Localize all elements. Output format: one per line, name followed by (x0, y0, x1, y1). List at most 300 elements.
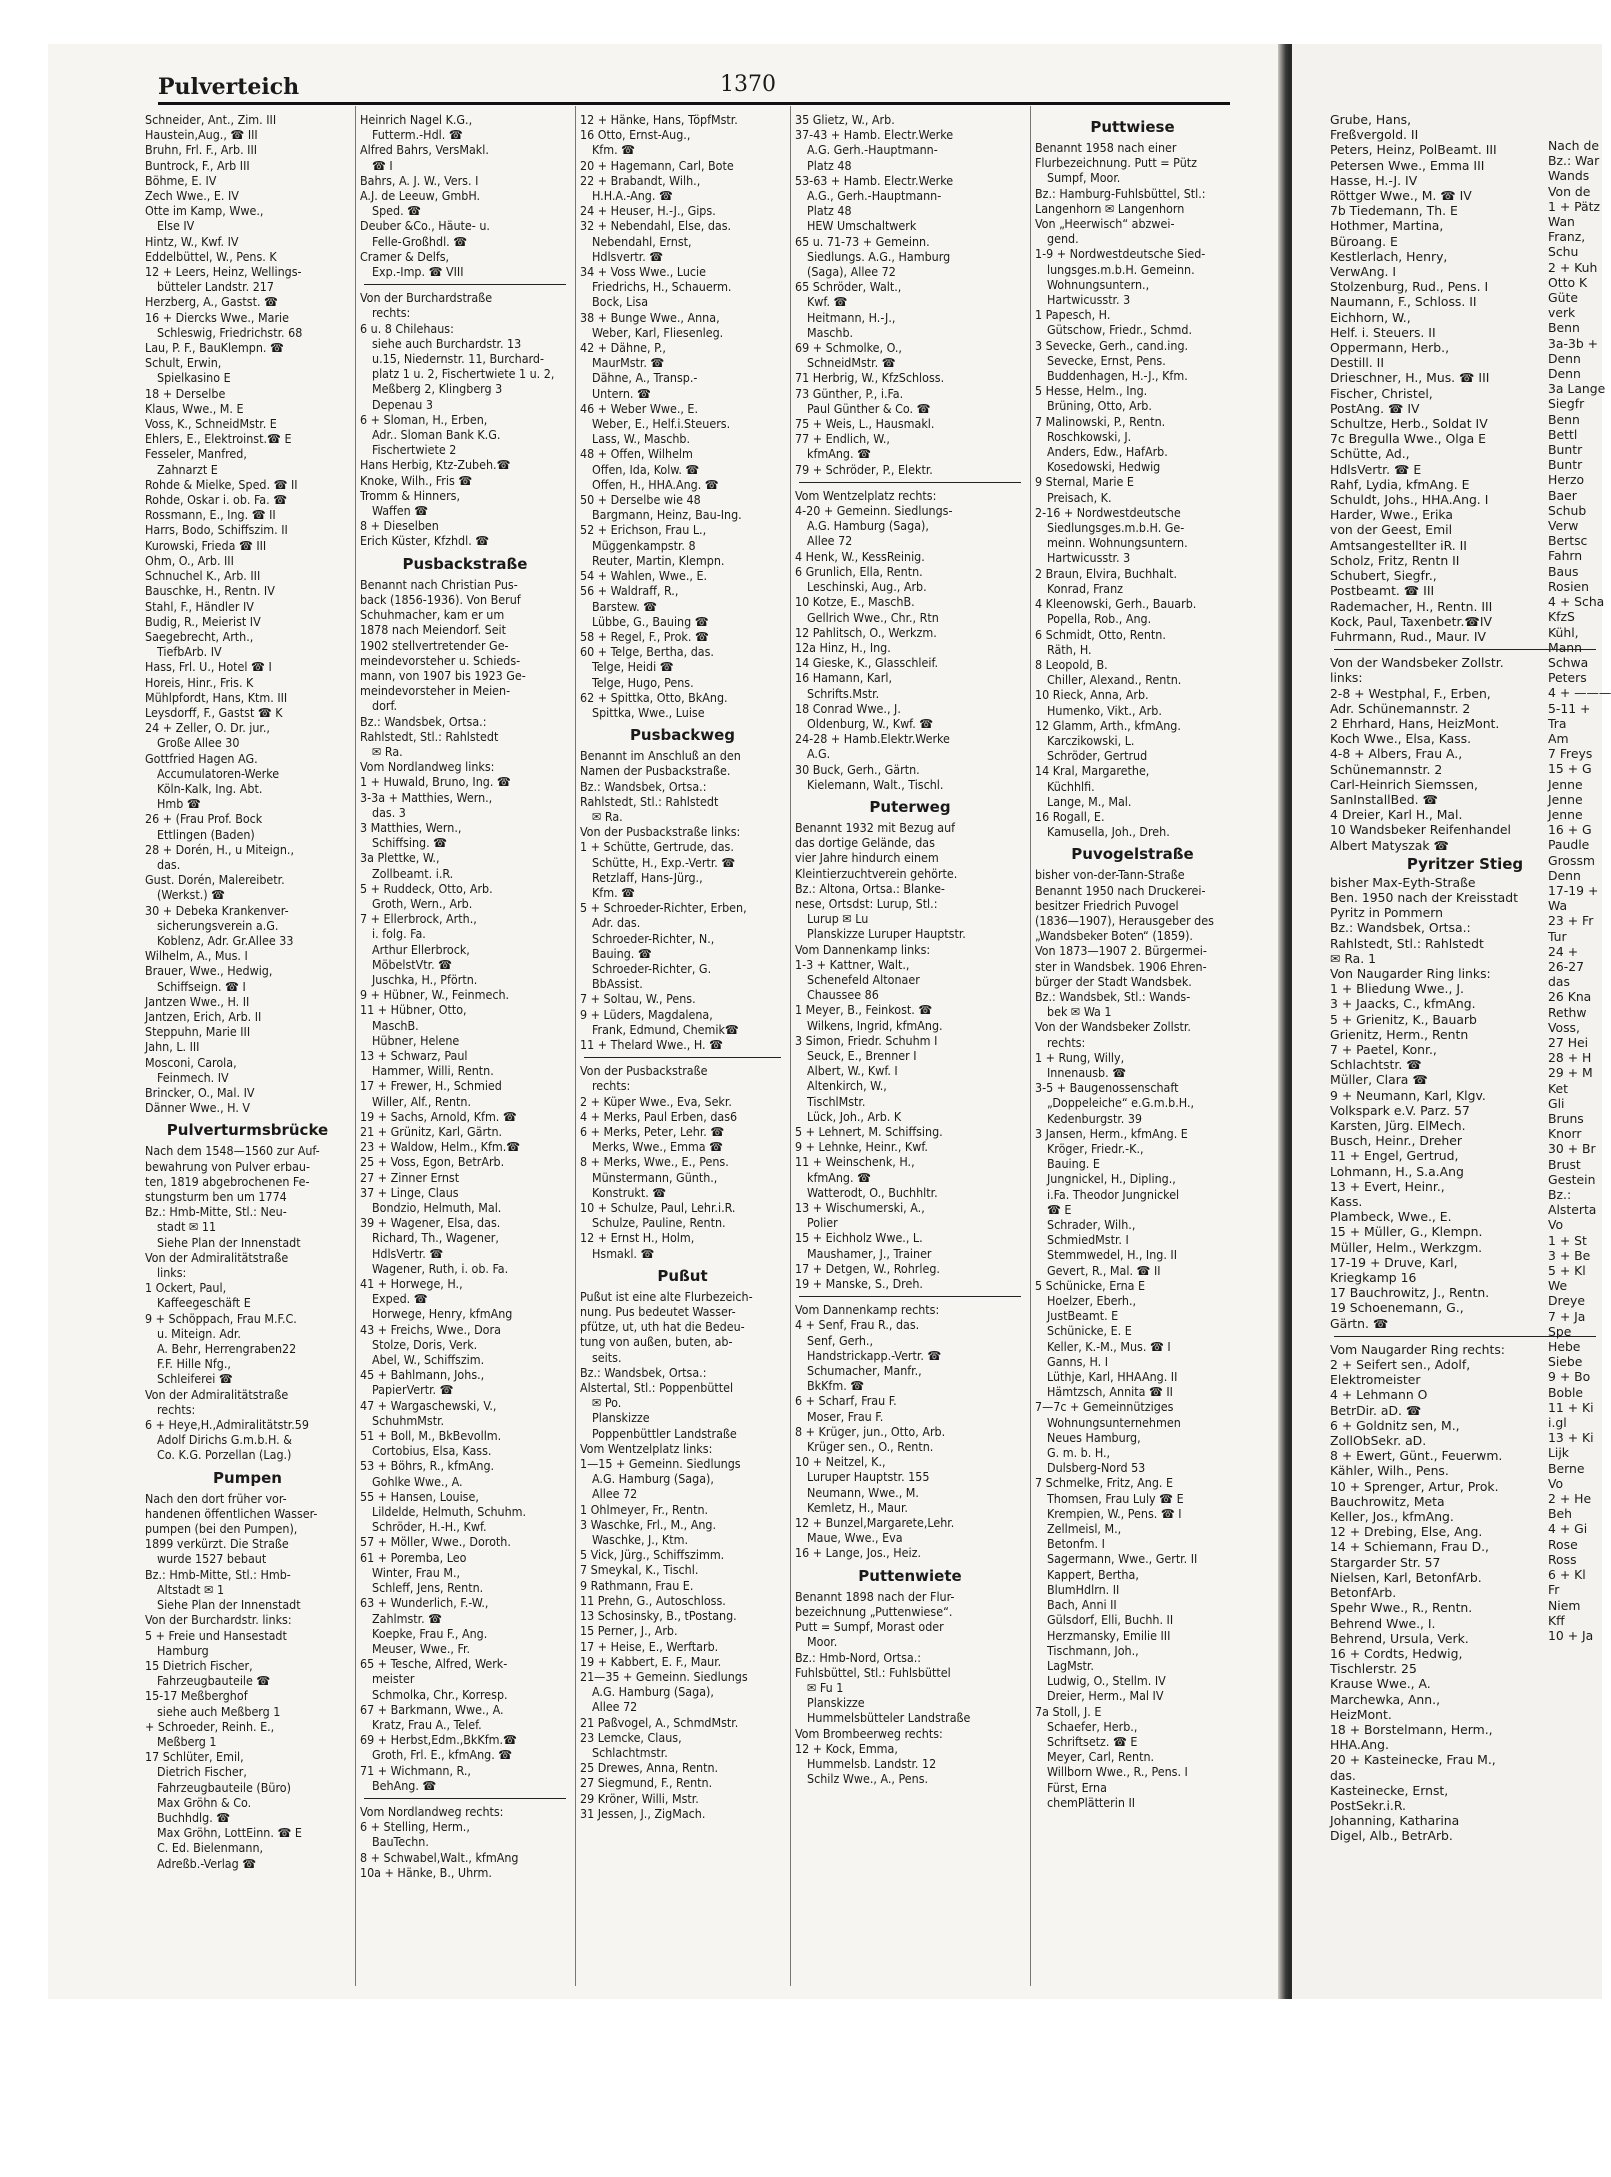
directory-entry: 1 + Bliedung Wwe., J. (1330, 981, 1464, 997)
directory-entry: Vo (1548, 1475, 1564, 1491)
directory-entry: 7 + Ellerbrock, Arth., (360, 911, 477, 927)
directory-entry: rechts: (157, 1401, 196, 1417)
directory-entry: Preisach, K. (1047, 489, 1112, 505)
directory-entry: Brüning, Otto, Arb. (1047, 398, 1152, 414)
directory-entry: Böhme, E. IV (145, 172, 217, 188)
section-rule (799, 482, 1021, 483)
directory-entry: bewahrung von Pulver erbau- (145, 1158, 310, 1174)
directory-entry: Keller, Jos., kfmAng. (1330, 1509, 1454, 1525)
directory-entry: 6 + Scharf, Frau F. (795, 1393, 897, 1409)
street-heading: Puvogelstraße (1071, 845, 1194, 864)
directory-entry: Johanning, Katharina (1330, 1813, 1460, 1829)
directory-entry: das dortige Gelände, das (795, 835, 935, 851)
directory-entry: bek ✉ Wa 1 (1047, 1004, 1112, 1020)
directory-entry: Putt = Sumpf, Morast oder (795, 1619, 944, 1635)
directory-entry: Planskizze Luruper Hauptstr. (807, 926, 966, 942)
directory-entry: Ket (1548, 1080, 1568, 1096)
directory-entry: Grube, Hans, (1330, 112, 1412, 127)
directory-entry: Vom Nordlandweg rechts: (360, 1803, 504, 1819)
directory-entry: Carl-Heinrich Siemssen, (1330, 776, 1478, 792)
directory-entry: Klaus, Wwe., M. E (145, 400, 244, 416)
directory-entry: lungsges.m.b.H. Gemeinn. (1047, 261, 1195, 277)
directory-entry: 2 + He (1548, 1491, 1592, 1507)
directory-entry: G. m. b. H., (1047, 1445, 1111, 1461)
directory-entry: Koepke, Frau F., Ang. (372, 1625, 488, 1641)
directory-entry: i.gl (1548, 1415, 1567, 1431)
directory-entry: Buntr (1548, 457, 1583, 473)
directory-entry: Untern. ☎ (592, 385, 651, 401)
directory-entry: Adr. das. (592, 915, 641, 931)
directory-entry: 4-8 + Albers, Frau A., (1330, 746, 1463, 762)
directory-entry: Wan (1548, 214, 1575, 230)
directory-entry: Bauing. ☎ (592, 945, 652, 961)
directory-entry: 48 + Offen, Wilhelm (580, 446, 693, 462)
directory-entry: Köln-Kalk, Ing. Abt. (157, 780, 263, 796)
directory-entry: Lildelde, Helmuth, Schuhm. (372, 1504, 527, 1520)
directory-entry: Kff (1548, 1612, 1565, 1628)
directory-entry: 8 + Ewert, Günt., Feuerwm. (1330, 1448, 1503, 1464)
directory-entry: 9 + Lehnke, Heinr., Kwf. (795, 1139, 928, 1155)
directory-entry: Siebe (1548, 1354, 1583, 1370)
directory-entry: 12 Pahlitsch, O., Werkzm. (795, 624, 937, 640)
directory-entry: Vom Wentzelplatz rechts: (795, 487, 937, 503)
directory-entry: Allee 72 (592, 1486, 638, 1502)
directory-entry: Voss, K., SchneidMstr. E (145, 416, 277, 432)
directory-entry: Steppuhn, Marie III (145, 1024, 251, 1040)
directory-entry: 11 + Weinschenk, H., (795, 1154, 915, 1170)
directory-entry: 6 + Kl (1548, 1567, 1586, 1583)
directory-entry: 27 + Zinner Ernst (360, 1169, 460, 1185)
directory-entry: Schlachtstr. ☎ (1330, 1057, 1422, 1073)
directory-entry: 1-9 + Nordwestdeutsche Sied- (1035, 246, 1206, 262)
directory-entry: 27 Hei (1548, 1034, 1589, 1050)
directory-entry: 6 Grunlich, Ella, Rentn. (795, 563, 923, 579)
directory-entry: Müller, Clara ☎ (1330, 1072, 1428, 1088)
directory-entry: HeizMont. (1330, 1706, 1392, 1722)
directory-entry: Dreye (1548, 1293, 1585, 1309)
directory-entry: 1 Meyer, B., Feinkost. ☎ (795, 1002, 933, 1018)
directory-entry: Röttger Wwe., M. ☎ IV (1330, 188, 1472, 204)
directory-entry: Bock, Lisa (592, 294, 649, 310)
directory-entry: Bz.: (1548, 1187, 1572, 1203)
directory-entry: 2 + Kuh (1548, 259, 1598, 275)
directory-entry: BetonfArb. (1330, 1585, 1397, 1601)
directory-entry: Exped. ☎ (372, 1291, 428, 1307)
directory-entry: Haustein,Aug., ☎ III (145, 127, 258, 143)
directory-entry: Adreßb.-Verlag ☎ (157, 1855, 257, 1871)
directory-entry: Willborn Wwe., R., Pens. I (1047, 1764, 1188, 1780)
directory-entry: 65 u. 71-73 + Gemeinn. (795, 233, 930, 249)
directory-entry: Adr.. Sloman Bank K.G. (372, 427, 501, 443)
directory-entry: 4 Kleenowski, Gerh., Bauarb. (1035, 596, 1197, 612)
directory-entry: 65 + Tesche, Alfred, Werk- (360, 1656, 508, 1672)
directory-entry: 11 + Thelard Wwe., H. ☎ (580, 1036, 723, 1052)
directory-entry: PostSekr.i.R. (1330, 1797, 1406, 1813)
directory-entry: Gärtn. ☎ (1330, 1315, 1389, 1331)
directory-entry: 7 Malinowski, P., Rentn. (1035, 413, 1166, 429)
directory-entry: 10a + Hänke, B., Uhrm. (360, 1864, 492, 1880)
directory-entry: Lurup ✉ Lu (807, 911, 869, 927)
directory-entry: 6 + Merks, Peter, Lehr. ☎ (580, 1124, 725, 1139)
directory-entry: 2 + Küper Wwe., Eva, Sekr. (580, 1093, 732, 1109)
directory-entry: Seuck, E., Brenner I (807, 1047, 917, 1063)
directory-entry: Wagener, Ruth, i. ob. Fa. (372, 1260, 509, 1276)
directory-entry: Senf, Gerh., (807, 1332, 874, 1348)
directory-entry: Gellrich Wwe., Chr., Rtn (807, 609, 939, 625)
directory-entry: Dietrich Fischer, (157, 1764, 247, 1780)
directory-entry: Kwf. ☎ (807, 294, 848, 310)
directory-entry: 65 Schröder, Walt., (795, 279, 902, 295)
directory-entry: Kleintierzuchtverein gehörte. (795, 865, 958, 881)
directory-entry: Vom Dannenkamp links: (795, 941, 931, 957)
directory-entry: rechts: (1047, 1034, 1086, 1050)
directory-entry: von der Geest, Emil (1330, 522, 1453, 538)
directory-entry: Zellmeisl, M., (1047, 1521, 1122, 1537)
directory-entry: Münstermann, Günth., (592, 1169, 718, 1185)
directory-entry: Meuser, Wwe., Fr. (372, 1640, 470, 1656)
directory-entry: platz 1 u. 2, Fischertwiete 1 u. 2, (372, 366, 555, 382)
directory-entry: Sagermann, Wwe., Gertr. II (1047, 1551, 1198, 1567)
directory-entry: 2-8 + Westphal, F., Erben, (1330, 685, 1491, 701)
directory-entry: 37 + Linge, Claus (360, 1184, 459, 1200)
directory-entry: 18 + Derselbe (145, 385, 226, 401)
directory-entry: Schütte, H., Exp.-Vertr. ☎ (592, 854, 736, 870)
directory-entry: Scholz, Fritz, Rentn II (1330, 552, 1460, 568)
directory-entry: vier Jahre hindurch einem (795, 850, 939, 866)
directory-entry: Schünemannstr. 2 (1330, 761, 1443, 777)
directory-entry: Meßberg 2, Klingberg 3 (372, 381, 503, 397)
directory-entry: Rohde, Oskar i. ob. Fa. ☎ (145, 492, 288, 508)
directory-entry: 62 + Spittka, Otto, BkAng. (580, 689, 728, 705)
directory-entry: bisher von-der-Tann-Straße (1035, 867, 1185, 883)
directory-entry: Schünicke, E. E (1047, 1323, 1132, 1339)
directory-entry: Berne (1548, 1460, 1585, 1476)
directory-entry: Siehe Plan der Innenstadt (157, 1597, 301, 1613)
directory-entry: Buddenhagen, H.-J., Kfm. (1047, 368, 1188, 384)
directory-entry: 56 + Waldraff, R., (580, 583, 679, 599)
directory-entry: 12 + Ernst H., Holm, (580, 1230, 695, 1246)
directory-entry: Bz.: Altona, Ortsa.: Blanke- (795, 880, 945, 896)
directory-entry: Nach den dort früher vor- (145, 1490, 287, 1506)
directory-entry: Eichhorn, W., (1330, 309, 1411, 325)
directory-entry: mann, von 1907 bis 1923 Ge- (360, 667, 526, 683)
directory-entry: 21—35 + Gemeinn. Siedlungs (580, 1668, 748, 1684)
directory-entry: „Wandsbeker Boten“ (1859). (1035, 928, 1193, 944)
directory-entry: 7b Tiedemann, Th. E (1330, 203, 1458, 219)
directory-entry: siehe auch Meßberg 1 (157, 1703, 281, 1719)
directory-entry: Verw (1548, 518, 1579, 534)
directory-entry: Von de (1548, 183, 1591, 199)
section-rule (364, 284, 566, 285)
directory-entry: Harrs, Bodo, Schiffszim. II (145, 522, 288, 538)
directory-entry: Moser, Frau F. (807, 1408, 884, 1424)
directory-entry: Herzmansky, Emilie III (1047, 1627, 1171, 1643)
directory-entry: Betonfm. I (1047, 1536, 1105, 1552)
section-rule (364, 1798, 566, 1799)
directory-entry: das. 3 (372, 804, 406, 820)
directory-entry: 20 + Kasteinecke, Frau M., (1330, 1752, 1496, 1768)
directory-entry: 69 + Schmolke, O., (795, 340, 902, 356)
directory-entry: u.15, Niedernstr. 11, Burchard- (372, 351, 544, 367)
directory-entry: ZollObSekr. aD. (1330, 1433, 1427, 1449)
directory-entry: stadt ✉ 11 (157, 1219, 217, 1235)
directory-entry: 9 + Hübner, W., Feinmech. (360, 987, 510, 1003)
directory-entry: Weber, E., Helf.i.Steuers. (592, 416, 731, 432)
directory-entry: Else IV (157, 218, 195, 234)
directory-entry: Wilkens, Ingrid, kfmAng. (807, 1017, 943, 1033)
directory-entry: Paudle (1548, 837, 1590, 853)
directory-entry: 1 Papesch, H. (1035, 307, 1111, 323)
directory-entry: Küchhlfi. (1047, 778, 1095, 794)
directory-entry: Lübbe, G., Bauing ☎ (592, 613, 709, 629)
directory-entry: Hasse, H.-J. IV (1330, 172, 1418, 188)
section-rule (799, 1296, 1021, 1297)
directory-entry: Wa (1548, 898, 1568, 914)
column-divider (790, 106, 791, 1986)
directory-entry: Plambeck, Wwe., E. (1330, 1209, 1452, 1225)
directory-entry: meindevorsteher in Meien- (360, 683, 511, 699)
directory-entry: Gust. Dorén, Malereibetr. (145, 872, 285, 888)
directory-entry: 20 + Hagemann, Carl, Bote (580, 157, 734, 173)
directory-entry: Benannt 1898 nach der Flur- (795, 1588, 955, 1604)
directory-entry: Dähne, A., Transp.- (592, 370, 698, 386)
directory-entry: 17-19 + (1548, 882, 1599, 898)
directory-entry: Bz.: Wandsbek, Ortsa.: (580, 778, 707, 794)
directory-entry: JustBeamt. E (1047, 1308, 1119, 1324)
directory-entry: Von 1873—1907 2. Bürgermei- (1035, 943, 1207, 959)
directory-entry: Meßberg 1 (157, 1733, 217, 1749)
directory-entry: Amtsangestellter iR. II (1330, 537, 1467, 553)
directory-entry: Lüthje, Karl, HHAAng. II (1047, 1369, 1178, 1385)
directory-entry: pfütze, ut, uth hat die Bedeu- (580, 1319, 745, 1335)
directory-entry: Allee 72 (592, 1699, 638, 1715)
directory-entry: 67 + Barkmann, Wwe., A. (360, 1701, 504, 1717)
directory-entry: 1 + St (1548, 1232, 1587, 1248)
directory-entry: siehe auch Burchardstr. 13 (372, 335, 522, 351)
directory-entry: 5 + Ruddeck, Otto, Arb. (360, 880, 493, 896)
directory-entry: BlumHdlrn. II (1047, 1581, 1120, 1597)
directory-entry: gend. (1047, 231, 1079, 247)
directory-entry: HHA.Ang. (1330, 1737, 1389, 1753)
directory-entry: Müller, Helm., Werkzgm. (1330, 1239, 1483, 1255)
directory-entry: Albert Matyszak ☎ (1330, 837, 1449, 853)
directory-entry: Jenne (1548, 791, 1583, 807)
directory-entry: 23 + Waldow, Helm., Kfm.☎ (360, 1139, 521, 1155)
directory-entry: 43 + Freichs, Wwe., Dora (360, 1321, 501, 1337)
directory-entry: Adolf Dirichs G.m.b.H. & (157, 1432, 292, 1448)
directory-entry: ✉ Fu 1 (807, 1679, 844, 1695)
directory-entry: 58 + Regel, F., Prok. ☎ (580, 628, 709, 644)
directory-entry: Tischmann, Joh., (1047, 1642, 1139, 1658)
directory-entry: Albert, W., Kwf. I (807, 1063, 898, 1079)
directory-entry: Tra (1548, 715, 1567, 731)
directory-entry: Krempien, W., Pens. ☎ I (1047, 1505, 1182, 1521)
directory-entry: Planskizze (807, 1695, 865, 1711)
directory-entry: Schleiferei ☎ (157, 1371, 233, 1387)
directory-entry: Otte im Kamp, Wwe., (145, 203, 264, 219)
directory-entry: Destill. II (1330, 355, 1384, 371)
directory-entry: 9 Sternal, Marie E (1035, 474, 1134, 490)
directory-entry: 5 + Freie und Hansestadt (145, 1627, 287, 1643)
directory-entry: Krüger sen., O., Rentn. (807, 1439, 934, 1455)
directory-entry: Benannt nach Christian Pus- (360, 576, 518, 592)
directory-entry: Waschke, J., Ktm. (592, 1532, 688, 1548)
directory-entry: 12 + Leers, Heinz, Wellings- (145, 264, 302, 280)
directory-entry: Gohlke Wwe., A. (372, 1473, 463, 1489)
directory-entry: 15 + Eichholz Wwe., L. (795, 1230, 923, 1246)
directory-entry: Namen der Pusbackstraße. (580, 763, 731, 779)
directory-entry: Schröder, H.-H., Kwf. (372, 1519, 487, 1535)
directory-entry: 11 + Engel, Gertrud, (1330, 1148, 1459, 1164)
directory-entry: Voss, (1548, 1019, 1580, 1035)
directory-entry: Herzo (1548, 472, 1585, 488)
directory-entry: Pyritz in Pommern (1330, 905, 1443, 921)
directory-entry: Tromm & Hinners, (360, 487, 461, 503)
directory-entry: (1836—1907), Herausgeber des (1035, 912, 1214, 928)
directory-entry: Nebendahl, Ernst, (592, 233, 692, 249)
directory-entry: 38 + Bunge Wwe., Anna, (580, 309, 720, 325)
directory-entry: 12 + Kock, Emma, (795, 1740, 898, 1756)
directory-entry: Offen, Ida, Kolw. ☎ (592, 461, 700, 477)
directory-entry: 8 + Krüger, jun., Otto, Arb. (795, 1423, 946, 1439)
directory-entry: 12 + Hänke, Hans, TöpfMstr. (580, 112, 738, 127)
directory-entry: 51 + Boll, M., BkBevollm. (360, 1428, 502, 1444)
directory-entry: Retzlaff, Hans-Jürg., (592, 869, 703, 885)
directory-entry: Vom Naugarder Ring rechts: (1330, 1341, 1505, 1357)
directory-entry: HdlsVertr. ☎ E (1330, 461, 1422, 477)
directory-entry: Rahlstedt, Stl.: Rahlstedt (360, 728, 499, 744)
directory-entry: HdlsVertr. ☎ (372, 1245, 444, 1261)
directory-entry: Polier (807, 1215, 838, 1231)
directory-entry: Accumulatoren-Werke (157, 765, 280, 781)
directory-entry: Hartwicusstr. 3 (1047, 292, 1131, 308)
directory-entry: 3 Sevecke, Gerh., cand.ing. (1035, 337, 1189, 353)
directory-entry: 7a Stoll, J. E (1035, 1703, 1102, 1719)
directory-entry: 4 + Gi (1548, 1521, 1588, 1537)
directory-entry: 17 Bauchrowitz, J., Rentn. (1330, 1285, 1490, 1301)
directory-entry: kfmAng. ☎ (807, 1169, 871, 1185)
directory-entry: Telge, Heidi ☎ (592, 659, 674, 675)
directory-entry: 18 Conrad Wwe., J. (795, 700, 901, 716)
directory-entry: Von „Heerwisch“ abzwei- (1035, 216, 1175, 232)
directory-entry: Güte (1548, 290, 1578, 306)
directory-entry: Sevecke, Ernst, Pens. (1047, 352, 1166, 368)
street-heading: Pulverturmsbrücke (166, 1121, 329, 1140)
directory-entry: Bahrs, A. J. W., Vers. I (360, 172, 479, 188)
directory-entry: nung. Pus bedeutet Wasser- (580, 1304, 736, 1320)
directory-entry: Von der Admiralitätstraße (145, 1249, 289, 1265)
directory-entry: Jenne (1548, 806, 1583, 822)
directory-entry: C. Ed. Bielenmann, (157, 1840, 264, 1856)
directory-entry: 18 + Borstelmann, Herm., (1330, 1721, 1493, 1737)
directory-entry: pumpen (bei den Pumpen), (145, 1521, 298, 1537)
directory-entry: Willer, Alf., Rentn. (372, 1093, 472, 1109)
street-heading: Pyritzer Stieg (1406, 854, 1524, 873)
directory-entry: rechts: (592, 1078, 631, 1094)
directory-entry: 69 + Herbst,Edm.,BkKfm.☎ (360, 1732, 517, 1748)
directory-entry: Tischlerstr. 25 (1330, 1661, 1417, 1677)
directory-entry: A.G. Gerh.-Hauptmann- (807, 142, 938, 158)
directory-entry: Ben. 1950 nach der Kreisstadt (1330, 889, 1518, 905)
directory-entry: Behrend, Ursula, Verk. (1330, 1630, 1469, 1646)
directory-entry: Bauchrowitz, Meta (1330, 1493, 1445, 1509)
directory-entry: 16 + Lange, Jos., Heiz. (795, 1545, 921, 1561)
directory-entry: 15 + G (1548, 761, 1592, 777)
directory-entry: 6 Schmidt, Otto, Rentn. (1035, 626, 1166, 642)
directory-entry: 53-63 + Hamb. Electr.Werke (795, 172, 954, 188)
directory-entry: Buchhdlg. ☎ (157, 1809, 231, 1825)
directory-entry: Schrifts.Mstr. (807, 685, 880, 701)
directory-entry: Schuldt, Johs., HHA.Ang. I (1330, 492, 1489, 508)
directory-entry: „Doppeleiche“ e.G.m.b.H., (1047, 1095, 1195, 1111)
directory-entry: Siedlungsges.m.b.H. Ge- (1047, 520, 1185, 536)
directory-entry: Jantzen Wwe., H. II (145, 993, 250, 1009)
directory-entry: Kielemann, Walt., Tischl. (807, 776, 944, 792)
directory-entry: BkKfm. ☎ (807, 1378, 865, 1394)
directory-entry: Lau, P. F., BauKlempn. ☎ (145, 340, 284, 356)
directory-entry: Schaefer, Herb., (1047, 1718, 1138, 1734)
directory-entry: Weber, Karl, Fliesenleg. (592, 324, 724, 340)
header-rule (158, 102, 1230, 105)
directory-entry: 13 + Schwarz, Paul (360, 1047, 468, 1063)
directory-entry: 1 + Huwald, Bruno, Ing. ☎ (360, 774, 511, 790)
directory-entry: 7 + Paetel, Konr., (1330, 1041, 1437, 1057)
street-heading: Puterweg (869, 797, 951, 816)
directory-entry: 19 + Manske, S., Dreh. (795, 1276, 923, 1292)
directory-entry: 19 + Kabbert, E. F., Maur. (580, 1653, 722, 1669)
directory-entry: 3 Waschke, Frl., M., Ang. (580, 1516, 716, 1532)
directory-entry: Fr (1548, 1582, 1560, 1598)
street-heading: Puttwiese (1090, 118, 1175, 136)
directory-entry: Benn (1548, 411, 1580, 427)
directory-entry: 8 Leopold, B. (1035, 656, 1108, 672)
directory-entry: 61 + Poremba, Leo (360, 1549, 467, 1565)
column-divider (1030, 106, 1031, 1986)
directory-entry: 3a Plettke, W., (360, 850, 440, 866)
directory-entry: Volkspark e.V. Parz. 57 (1330, 1102, 1470, 1118)
directory-entry: Denn (1548, 867, 1581, 883)
directory-entry: Von der Burchardstraße (360, 290, 493, 306)
directory-entry: 35 Glietz, W., Arb. (795, 112, 895, 127)
directory-entry: 5-11 + (1548, 700, 1591, 716)
directory-entry: Groth, Frl. E., kfmAng. ☎ (372, 1747, 513, 1763)
directory-entry: Marchewka, Ann., (1330, 1691, 1441, 1707)
directory-entry: 7—7c + Gemeinnütziges (1035, 1399, 1174, 1415)
directory-entry: Fuhlsbüttel, Stl.: Fuhlsbüttel (795, 1664, 951, 1680)
directory-entry: Horwege, Henry, kfmAng (372, 1306, 513, 1322)
directory-column-5 (1035, 112, 1230, 1810)
directory-entry: ☎ E (1047, 1201, 1072, 1217)
section-rule (584, 1057, 781, 1058)
directory-entry: Heitmann, H.-J., (807, 309, 896, 325)
directory-entry: 10 Kotze, E., MaschB. (795, 594, 915, 610)
directory-entry: 9 + Lüders, Magdalena, (580, 1006, 713, 1022)
directory-entry: 4 + Lehmann O (1330, 1387, 1428, 1403)
directory-entry: i.Fa. Theodor Jungnickel (1047, 1186, 1180, 1202)
directory-entry: BehAng. ☎ (372, 1777, 437, 1793)
directory-entry: Peters, Heinz, PolBeamt. III (1330, 142, 1497, 158)
directory-entry: Niem (1548, 1597, 1581, 1613)
facing-page-column-2 (1548, 138, 1611, 1643)
directory-entry: Rahlstedt, Stl.: Rahlstedt (580, 793, 719, 809)
directory-entry: wurde 1527 bebaut (157, 1551, 267, 1567)
directory-entry: Buntrock, F., Arb III (145, 157, 250, 173)
directory-entry: Schenefeld Altonaer (807, 971, 920, 987)
directory-entry: Bz.: Hmb-Mitte, Stl.: Hmb- (145, 1566, 291, 1582)
directory-entry: Hmb ☎ (157, 796, 201, 812)
directory-entry: Grienitz, Herm., Rentn (1330, 1026, 1469, 1042)
directory-entry: Spehr Wwe., R., Rentn. (1330, 1600, 1473, 1616)
